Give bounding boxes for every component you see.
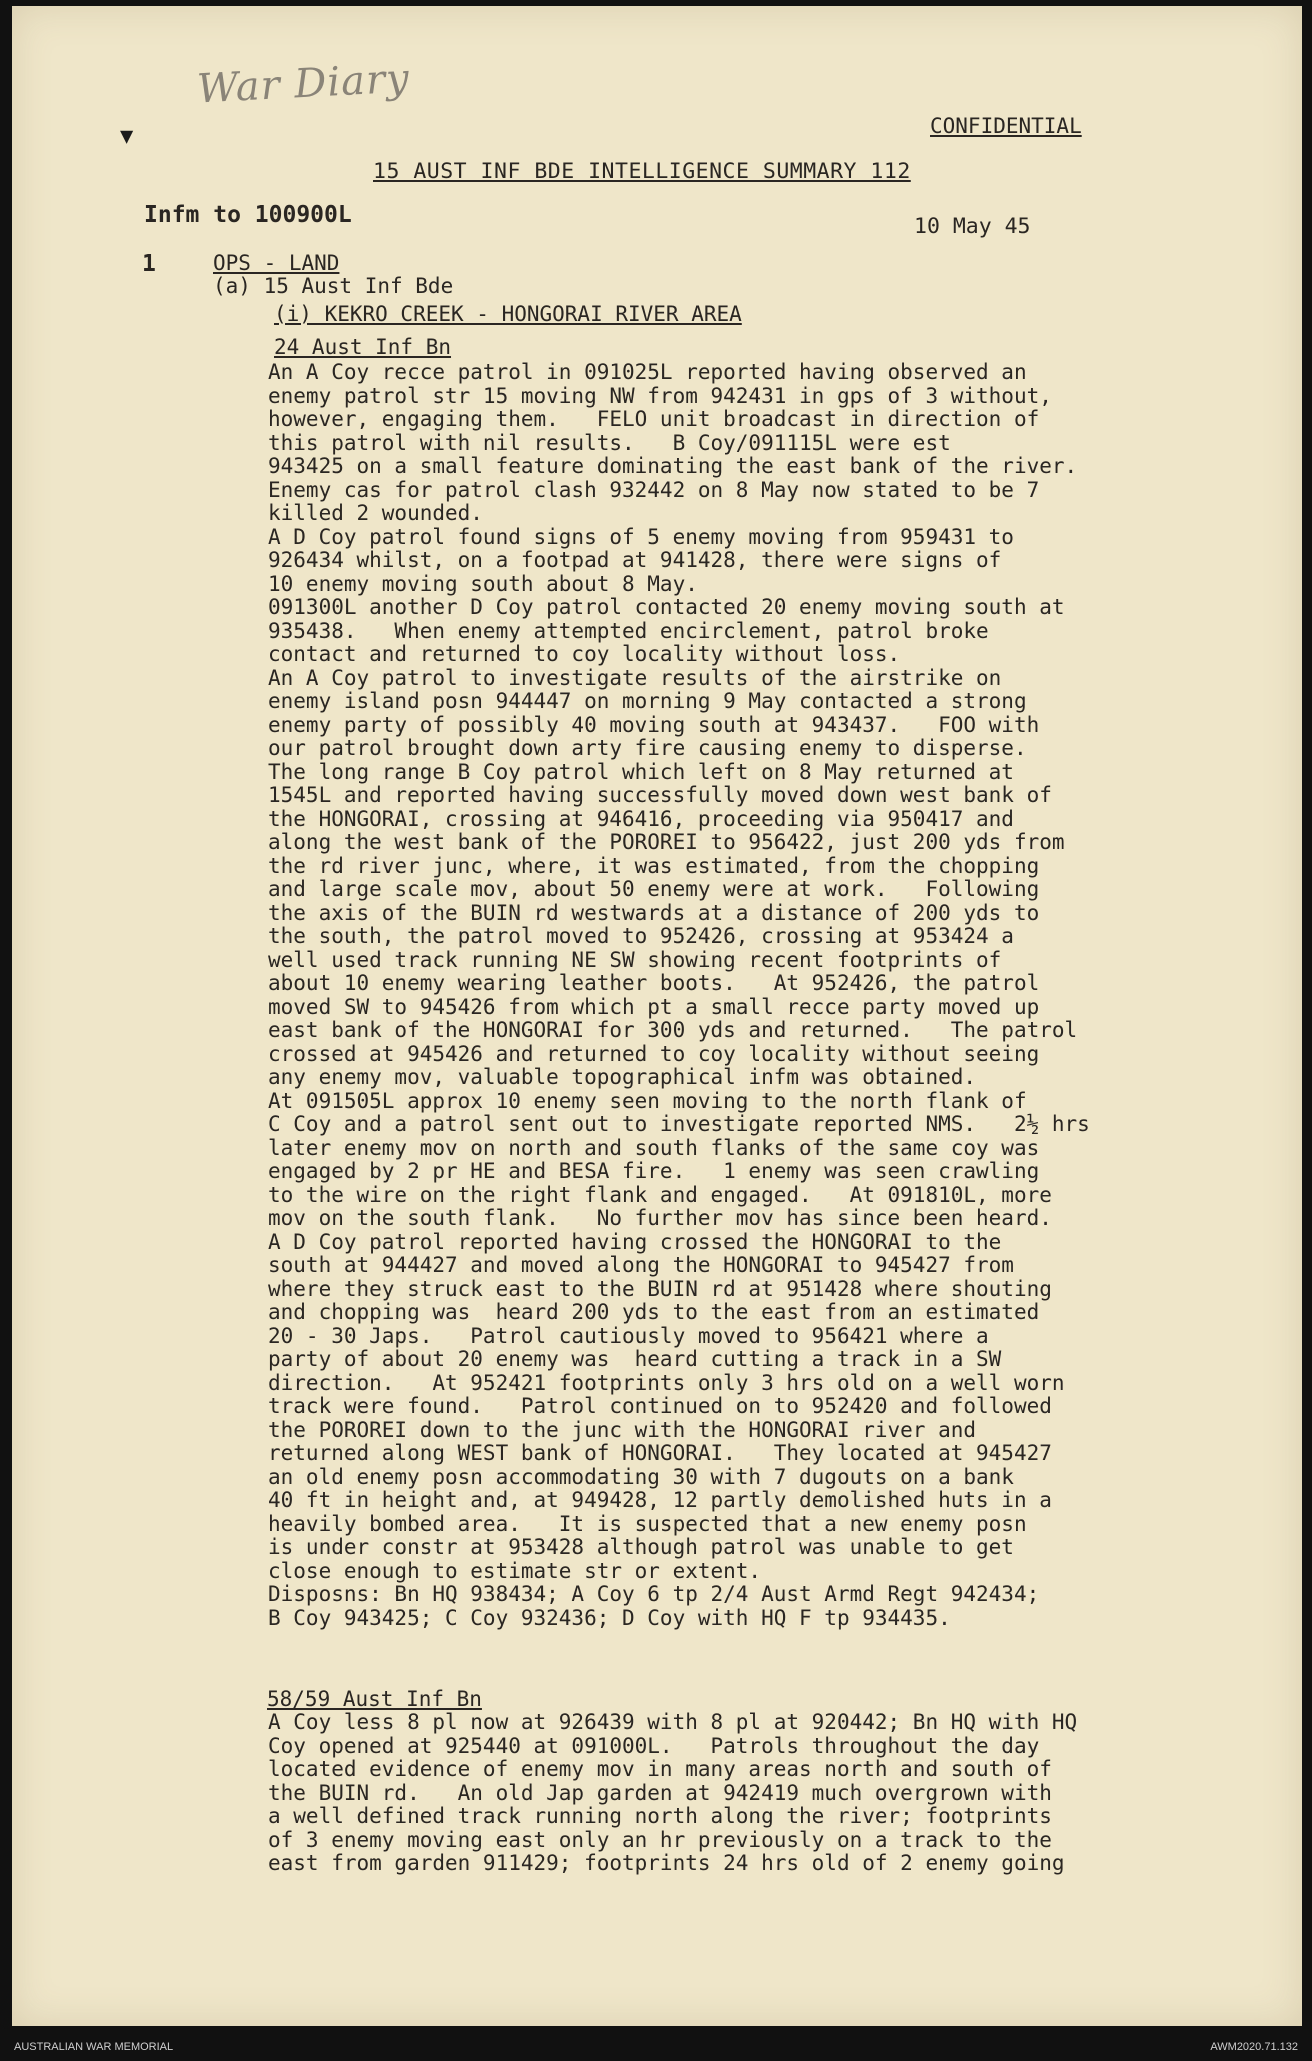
report-line: and large scale mov, about 50 enemy were at work. Following [268, 877, 1040, 901]
report-line: crossed at 945426 and returned to coy locality without seeing [268, 1041, 1040, 1066]
report-line: Enemy cas for patrol clash 932442 on 8 May now stated to be 7 [268, 477, 1040, 502]
infm-line: Infm to 100900L [144, 202, 352, 228]
report-line: to the wire on the right flank and engaged. At 091810L, more [268, 1182, 1052, 1207]
report-line: the HONGORAI, crossing at 946416, proceeding via 950417 and [268, 806, 1014, 831]
report-line: C Coy and a patrol sent out to investigate reported NMS. 2½ hrs [268, 1112, 1090, 1136]
report-line: 926434 whilst, on a footpad at 941428, there were signs of [268, 548, 1002, 572]
report-line: B Coy 943425; C Coy 932436; D Coy with HQ F tp 934435. [268, 1605, 951, 1630]
report-line: moved SW to 945426 from which pt a small recce party moved up [268, 994, 1040, 1019]
report-line: the axis of the BUIN rd westwards at a distance of 200 yds to [268, 900, 1040, 925]
report-line: this patrol with nil results. B Coy/091115L were est [268, 430, 951, 455]
report-line: where they struck east to the BUIN rd at 951428 where shouting [268, 1276, 1052, 1301]
report-line: An A Coy patrol to investigate results of the airstrike on [268, 665, 1002, 690]
report-line: At 091505L approx 10 enemy seen moving to the north flank of [268, 1088, 1027, 1113]
report-line: the POROREI down to the junc with the HONGORAI river and [268, 1417, 977, 1442]
report-line: direction. At 952421 footprints only 3 hrs old on a well worn [268, 1370, 1065, 1395]
report-line: contact and returned to coy locality without loss. [268, 642, 901, 666]
report-line: however, engaging them. FELO unit broadcast in direction of [268, 407, 1040, 431]
report-line: Disposns: Bn HQ 938434; A Coy 6 tp 2/4 Aust Armd Regt 942434; [268, 1582, 1040, 1606]
document-page [12, 6, 1302, 2026]
report-line: about 10 enemy wearing leather boots. At 952426, the patrol [268, 971, 1040, 995]
report-line: a well defined track running north along the river; footprints [268, 1804, 1052, 1828]
report-line: An A Coy recce patrol in 091025L reported having observed an [268, 360, 1027, 384]
report-line: mov on the south flank. No further mov has since been heard. [268, 1206, 1052, 1230]
report-line: 40 ft in height and, at 949428, 12 partly demolished huts in a [268, 1488, 1052, 1512]
report-line: heavily bombed area. It is suspected that a new enemy posn [268, 1511, 1027, 1536]
battalion-24-report [268, 361, 1090, 1630]
report-line: is under constr at 953428 although patrol was unable to get [268, 1535, 1014, 1559]
section-number: 1 [142, 251, 156, 277]
report-line: track were found. Patrol continued on to 952420 and followed [268, 1394, 1052, 1418]
report-line: east bank of the HONGORAI for 300 yds and returned. The patrol [268, 1018, 1078, 1042]
report-line: well used track running NE SW showing recent footprints of [268, 947, 1002, 972]
report-line: 935438. When enemy attempted encirclement, patrol broke [268, 618, 989, 643]
report-line: along the west bank of the POROREI to 956422, just 200 yds from [268, 830, 1065, 854]
report-line: the BUIN rd. An old Jap garden at 942419 much overgrown with [268, 1780, 1052, 1805]
report-line: The long range B Coy patrol which left on 8 May returned at [268, 759, 1014, 784]
report-line: an old enemy posn accommodating 30 with 7 dugouts on a bank [268, 1464, 1014, 1489]
report-line: 1545L and reported having successfully moved down west bank of [268, 783, 1052, 807]
battalion-24-heading: 24 Aust Inf Bn [274, 335, 452, 359]
report-line: 091300L another D Coy patrol contacted 20 enemy moving south at [268, 595, 1065, 619]
report-line: of 3 enemy moving east only an hr previously on a track to the [268, 1827, 1052, 1852]
report-line: Coy opened at 925440 at 091000L. Patrols throughout the day [268, 1733, 1040, 1758]
subsection-a-heading: (a) 15 Aust Inf Bde [213, 274, 454, 298]
report-line: and chopping was heard 200 yds to the east from an estimated [268, 1300, 1040, 1324]
report-line: returned along WEST bank of HONGORAI. They located at 945427 [268, 1441, 1052, 1465]
report-line: close enough to estimate str or extent. [268, 1558, 762, 1583]
report-line: south at 944427 and moved along the HONGORAI to 945427 from [268, 1253, 1014, 1277]
report-line: A D Coy patrol reported having crossed the HONGORAI to the [268, 1229, 1002, 1254]
report-line: killed 2 wounded. [268, 501, 483, 525]
subsection-i-heading: (i) KEKRO CREEK - HONGORAI RIVER AREA [274, 302, 742, 326]
classification-label: CONFIDENTIAL [930, 114, 1082, 138]
report-line: later enemy mov on north and south flanks of the same coy was [268, 1135, 1040, 1160]
document-date: 10 May 45 [914, 214, 1031, 239]
report-line: 10 enemy moving south about 8 May. [268, 571, 698, 596]
report-line: 20 - 30 Japs. Patrol cautiously moved to 956421 where a [268, 1323, 989, 1348]
report-line: enemy island posn 944447 on morning 9 May contacted a strong [268, 689, 1027, 713]
battalion-58-59-report [268, 1711, 1077, 1876]
report-line: party of about 20 enemy was heard cutting a track in a SW [268, 1347, 1002, 1371]
handwritten-note: War Diary [195, 55, 411, 113]
section-heading: OPS - LAND [213, 251, 340, 275]
footer-reference: AWM2020.71.132 [1210, 2041, 1298, 2053]
report-line: the south, the patrol moved to 952426, crossing at 953424 a [268, 924, 1014, 948]
punch-mark-icon: ▼ [120, 124, 134, 149]
report-line: enemy patrol str 15 moving NW from 942431 in gps of 3 without, [268, 383, 1052, 408]
report-line: A Coy less 8 pl now at 926439 with 8 pl at 920442; Bn HQ with HQ [268, 1710, 1078, 1734]
battalion-58-59-heading: 58/59 Aust Inf Bn [267, 1687, 482, 1711]
report-line: any enemy mov, valuable topographical infm was obtained. [268, 1065, 977, 1089]
report-line: our patrol brought down arty fire causing enemy to disperse. [268, 736, 1027, 760]
report-line: located evidence of enemy mov in many areas north and south of [268, 1757, 1052, 1781]
report-line: engaged by 2 pr HE and BESA fire. 1 enemy was seen crawling [268, 1159, 1040, 1183]
report-line: 943425 on a small feature dominating the east bank of the river. [268, 454, 1078, 478]
report-line: enemy party of possibly 40 moving south at 943437. FOO with [268, 712, 1040, 737]
document-title: 15 AUST INF BDE INTELLIGENCE SUMMARY 112 [373, 159, 911, 184]
report-line: A D Coy patrol found signs of 5 enemy moving from 959431 to [268, 524, 1014, 549]
report-line: the rd river junc, where, it was estimated, from the chopping [268, 853, 1040, 878]
report-line: east from garden 911429; footprints 24 hrs old of 2 enemy going [268, 1851, 1065, 1875]
footer-source: AUSTRALIAN WAR MEMORIAL [14, 2041, 174, 2053]
